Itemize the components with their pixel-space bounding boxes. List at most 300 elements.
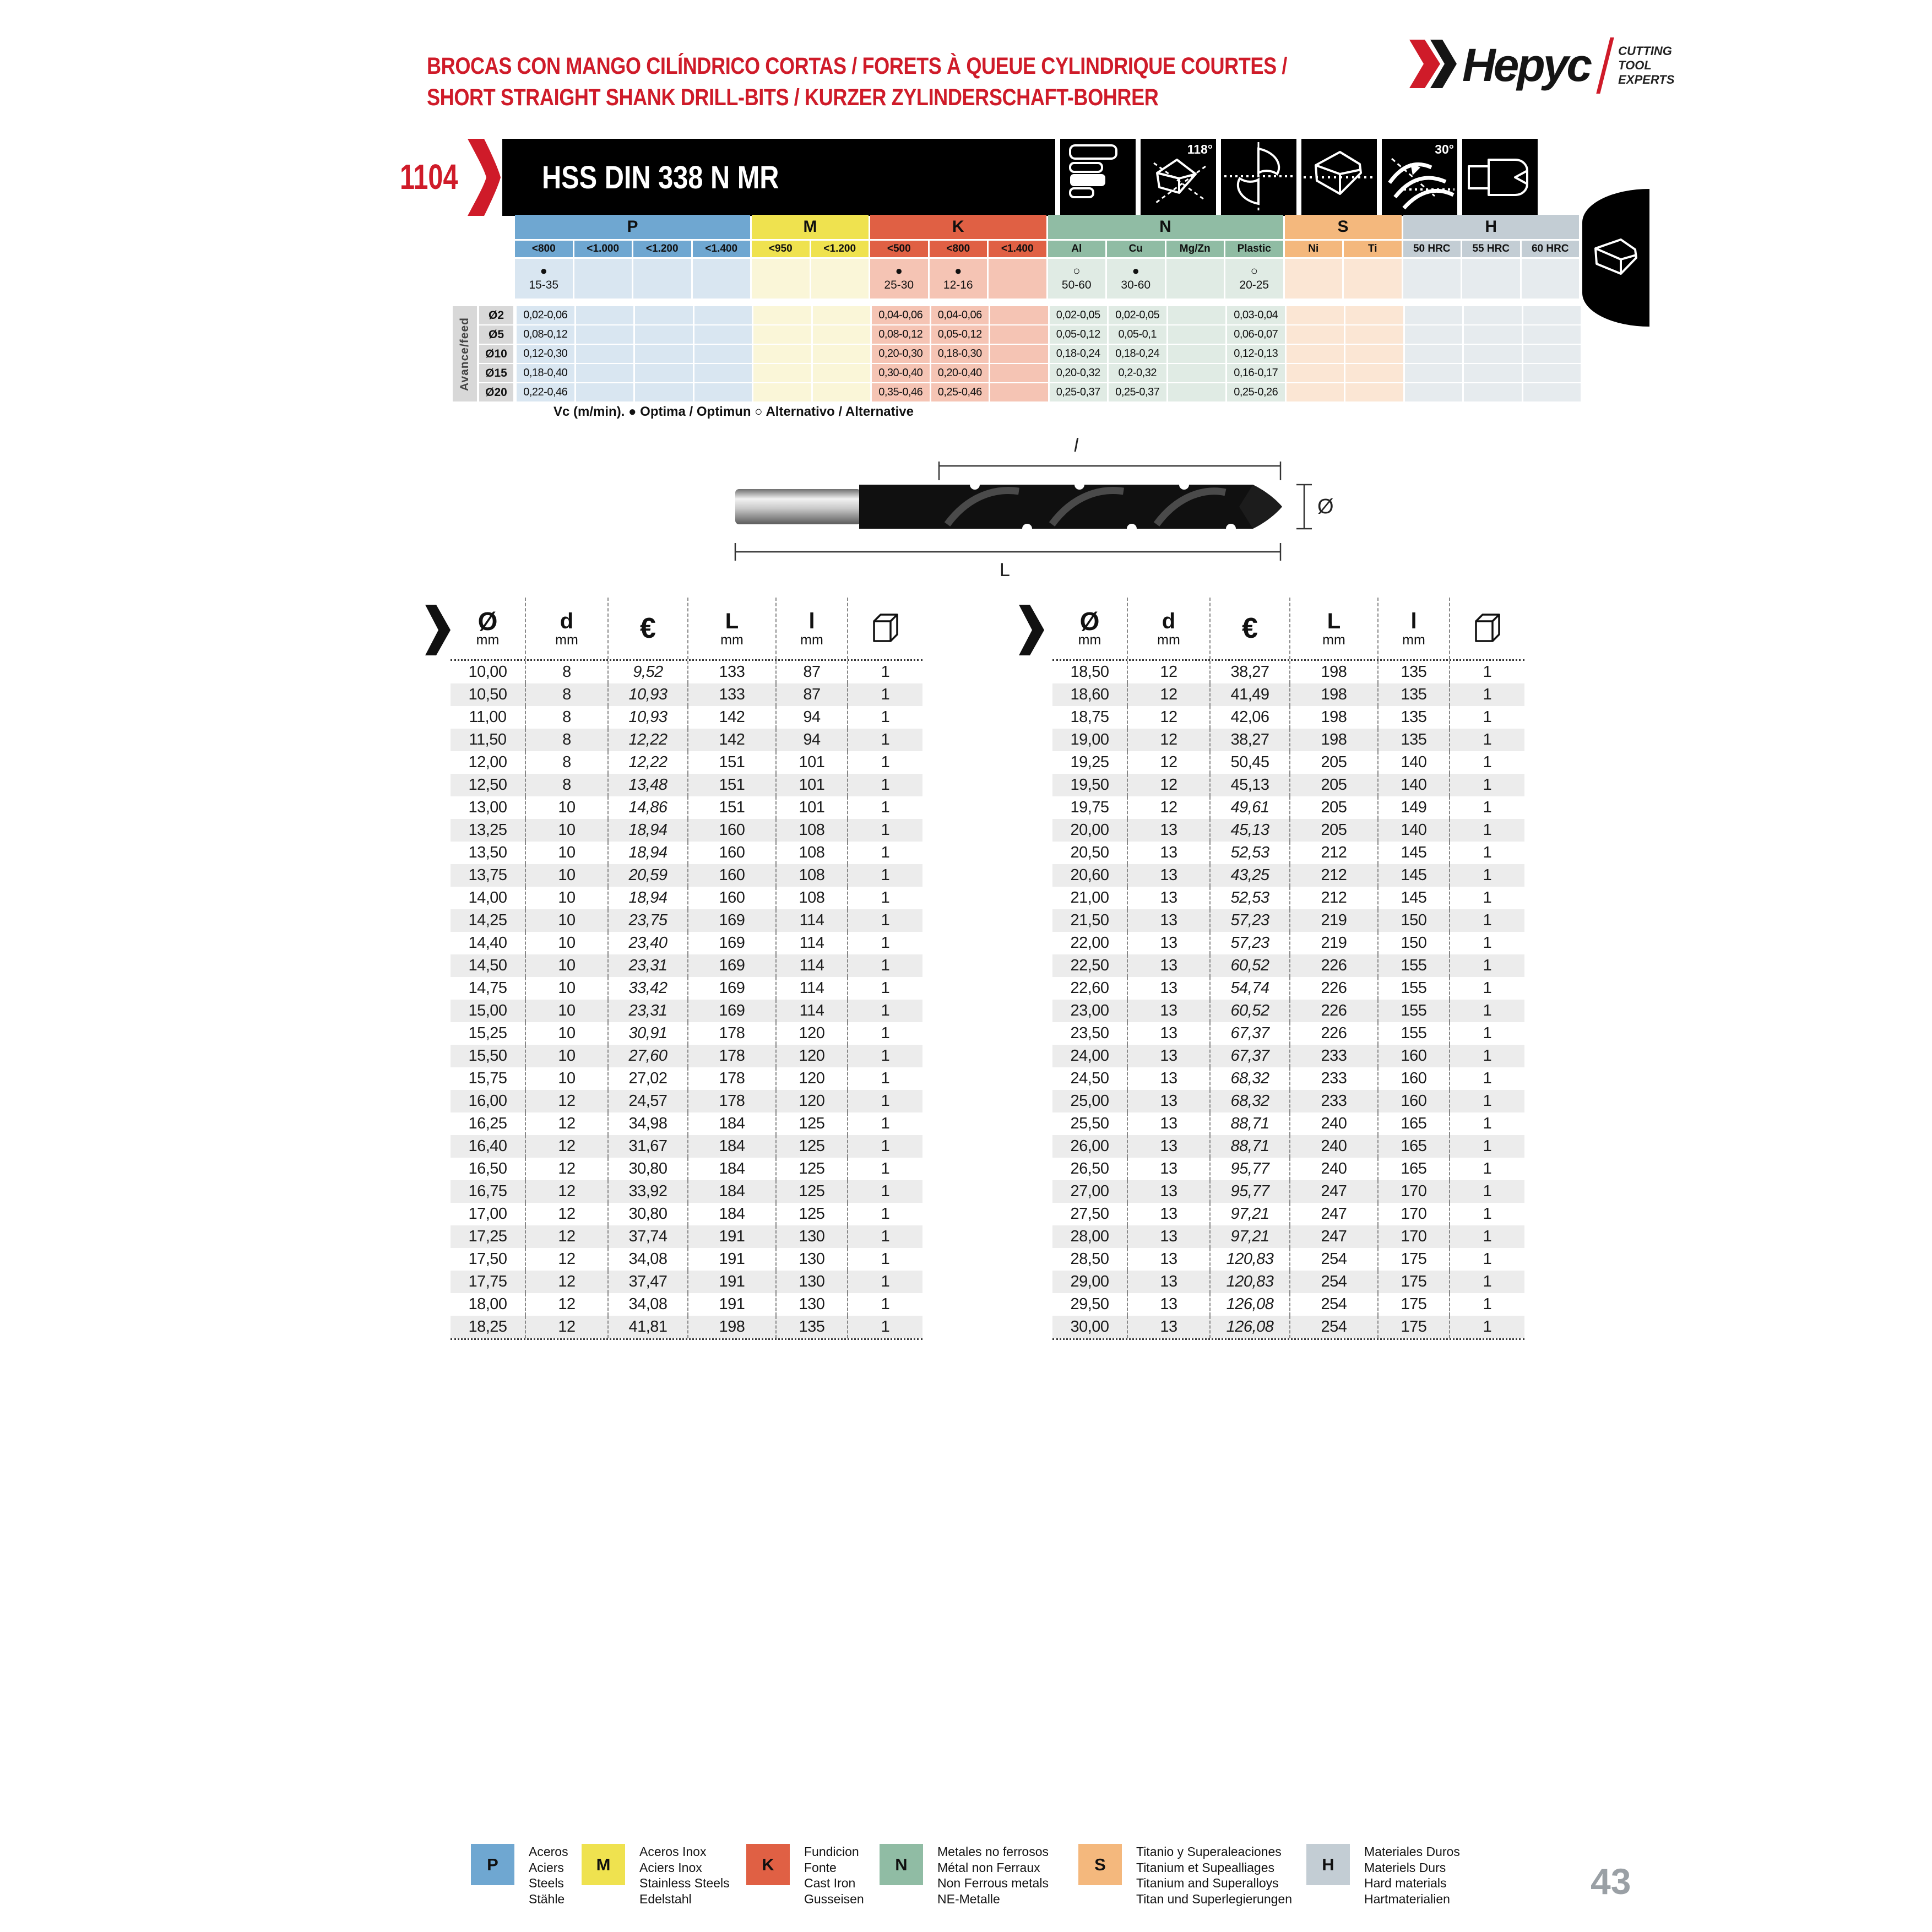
shank-d-value: 10: [526, 1045, 609, 1067]
table-row: [1052, 1180, 1524, 1203]
shank-d-value: 10: [526, 864, 609, 887]
price-value: 126,08: [1211, 1316, 1290, 1338]
shank-d-value: 13: [1128, 1045, 1211, 1067]
length-L-value: 233: [1290, 1067, 1379, 1090]
table-row: [1052, 683, 1524, 706]
pack-qty: 1: [881, 821, 890, 839]
feed-cell: 0,25-0,26: [1227, 383, 1285, 401]
pack-qty: 1: [1483, 776, 1492, 794]
length-l-value: 155: [1379, 977, 1450, 1000]
price-value: 23,75: [609, 909, 688, 932]
legend-swatch: H: [1306, 1844, 1350, 1885]
length-L-value: 169: [688, 954, 777, 977]
diameter-value: 19,00: [1052, 729, 1128, 751]
pack-qty: 1: [1483, 799, 1492, 816]
length-L-value: 212: [1290, 842, 1379, 864]
price-value: 67,37: [1211, 1045, 1290, 1067]
pack-qty: 1: [1483, 821, 1492, 839]
length-l-value: 165: [1379, 1112, 1450, 1135]
price-value: 50,45: [1211, 751, 1290, 774]
diameter-value: 14,25: [451, 909, 526, 932]
product-bar: [502, 139, 1538, 216]
pack-qty: 1: [1483, 889, 1492, 907]
table-row: [1052, 751, 1524, 774]
table-row: [451, 1293, 922, 1316]
pack-qty: 1: [881, 979, 890, 997]
feed-cell: [813, 364, 871, 382]
subcol-label: <800: [515, 241, 573, 257]
feed-cell: [635, 306, 693, 324]
price-value: 120,83: [1211, 1248, 1290, 1271]
shank-d-value: 8: [526, 774, 609, 796]
shank-d-value: 12: [526, 1180, 609, 1203]
vc-cell: [1166, 259, 1224, 299]
length-l-value: 135: [1379, 683, 1450, 706]
diameter-value: 16,25: [451, 1112, 526, 1135]
table-row: [1052, 1135, 1524, 1158]
length-L-value: 178: [688, 1067, 777, 1090]
table-row: [451, 796, 922, 819]
shank-d-value: 13: [1128, 1225, 1211, 1248]
length-L-value: 142: [688, 706, 777, 729]
feed-cell: 0,02-0,05: [1050, 306, 1108, 324]
feed-cell: [1287, 325, 1344, 344]
length-l-value: 114: [777, 1000, 848, 1022]
shank-d-value: 12: [1128, 751, 1211, 774]
column-header: l mm: [1379, 598, 1450, 659]
table-row: [1052, 842, 1524, 864]
length-l-value: 160: [1379, 1090, 1450, 1112]
price-value: 27,60: [609, 1045, 688, 1067]
feed-cell: 0,20-0,32: [1050, 364, 1108, 382]
brand-name: Hepyc: [1462, 39, 1591, 91]
price-value: 52,53: [1211, 842, 1290, 864]
legend-item-M: [582, 1844, 730, 1907]
table-row: [1052, 954, 1524, 977]
feed-cell: [1287, 383, 1344, 401]
table-row: [451, 842, 922, 864]
vc-cell: [1403, 259, 1461, 299]
shank-icon: [1462, 139, 1538, 216]
subcol-label: Ni: [1285, 241, 1343, 257]
table-row: [1052, 1293, 1524, 1316]
price-value: 41,81: [609, 1316, 688, 1338]
shank-d-value: 10: [526, 887, 609, 909]
diameter-value: 14,40: [451, 932, 526, 954]
pack-qty: 1: [881, 1002, 890, 1019]
price-value: 14,86: [609, 796, 688, 819]
subcol-label: 60 HRC: [1522, 241, 1580, 257]
pack-qty: 1: [1483, 1318, 1492, 1336]
pack-qty: 1: [1483, 1024, 1492, 1042]
price-value: 57,23: [1211, 932, 1290, 954]
feed-cell: 0,18-0,24: [1050, 345, 1108, 363]
length-L-value: 233: [1290, 1045, 1379, 1067]
length-L-value: 226: [1290, 954, 1379, 977]
length-L-value: 151: [688, 774, 777, 796]
table-row: [451, 932, 922, 954]
diameter-value: 26,50: [1052, 1158, 1128, 1180]
pack-qty: 1: [881, 1047, 890, 1065]
legend-text: Fundicion Fonte Cast Iron Gusseisen: [804, 1844, 864, 1906]
shank-d-value: 10: [526, 954, 609, 977]
length-l-value: 145: [1379, 887, 1450, 909]
length-L-value: 198: [1290, 706, 1379, 729]
shank-d-value: 8: [526, 751, 609, 774]
feed-cell: 0,05-0,1: [1109, 325, 1166, 344]
length-l-value: 130: [777, 1293, 848, 1316]
feed-cell: [813, 345, 871, 363]
price-table-left: [451, 598, 922, 1340]
stacked-bars-icon: [1060, 139, 1136, 216]
price-value: 97,21: [1211, 1225, 1290, 1248]
shank-d-value: 12: [526, 1248, 609, 1271]
pack-qty: 1: [881, 1092, 890, 1110]
shank-d-value: 10: [526, 977, 609, 1000]
page-number: 43: [1591, 1861, 1631, 1902]
feed-cell: [576, 383, 634, 401]
shank-d-value: 12: [526, 1158, 609, 1180]
length-l-value: 155: [1379, 1000, 1450, 1022]
pack-qty: 1: [881, 1273, 890, 1290]
table-row: [451, 1158, 922, 1180]
length-L-value: 198: [1290, 729, 1379, 751]
subcol-label: Al: [1048, 241, 1106, 257]
price-value: 30,80: [609, 1158, 688, 1180]
shank-d-value: 13: [1128, 842, 1211, 864]
table-row: [1052, 1112, 1524, 1135]
drill-diagram: [710, 430, 1349, 587]
length-l-value: 170: [1379, 1203, 1450, 1225]
price-value: 68,32: [1211, 1067, 1290, 1090]
length-L-value: 133: [688, 683, 777, 706]
column-header: Ø mm: [451, 598, 526, 659]
length-l-value: 135: [1379, 706, 1450, 729]
feed-cell: [990, 306, 1048, 324]
red-flag-icon: [465, 139, 502, 219]
table-row: [1052, 661, 1524, 683]
diameter-value: 10,00: [451, 661, 526, 683]
page-title-line1: BROCAS CON MANGO CILÍNDRICO CORTAS / FORETS À QUEUE CYLINDRIQUE COURTES /: [427, 53, 1288, 79]
feed-cell: [813, 306, 871, 324]
subcol-label: Ti: [1344, 241, 1402, 257]
diameter-value: 11,50: [451, 729, 526, 751]
shank-d-value: 13: [1128, 1158, 1211, 1180]
pack-qty: 1: [1483, 1002, 1492, 1019]
length-l-value: 120: [777, 1022, 848, 1045]
shank-d-value: 13: [1128, 819, 1211, 842]
length-l-value: 170: [1379, 1225, 1450, 1248]
table-row: [451, 864, 922, 887]
feed-row: [479, 345, 1582, 363]
feed-cell: 0,20-0,30: [872, 345, 930, 363]
table-row: [1052, 1271, 1524, 1293]
material-group-H: H: [1403, 215, 1580, 239]
diameter-value: 12,00: [451, 751, 526, 774]
legend-swatch: N: [880, 1844, 923, 1885]
pack-qty: 1: [881, 957, 890, 974]
subcol-label: 55 HRC: [1462, 241, 1520, 257]
diameter-value: 24,00: [1052, 1045, 1128, 1067]
price-value: 34,08: [609, 1293, 688, 1316]
diameter-value: 25,50: [1052, 1112, 1128, 1135]
length-L-value: 169: [688, 909, 777, 932]
length-l-value: 145: [1379, 842, 1450, 864]
diameter-value: 17,00: [451, 1203, 526, 1225]
vc-cell: [693, 259, 751, 299]
shank-d-value: 13: [1128, 1293, 1211, 1316]
length-L-value: 247: [1290, 1180, 1379, 1203]
length-l-value: 108: [777, 842, 848, 864]
feed-cell: [1405, 325, 1463, 344]
length-l-value: 140: [1379, 774, 1450, 796]
column-header: Ø mm: [1052, 598, 1128, 659]
pack-qty: 1: [1483, 1205, 1492, 1223]
feed-cell: [1287, 306, 1344, 324]
feed-cell: [1345, 345, 1403, 363]
length-l-value: 135: [1379, 729, 1450, 751]
diameter-value: 13,25: [451, 819, 526, 842]
price-value: 23,31: [609, 954, 688, 977]
feed-cell: [1405, 364, 1463, 382]
table-row: [451, 706, 922, 729]
price-value: 12,22: [609, 729, 688, 751]
shank-d-value: 13: [1128, 887, 1211, 909]
feed-cell: [694, 383, 752, 401]
diameter-value: 26,00: [1052, 1135, 1128, 1158]
price-value: 18,94: [609, 887, 688, 909]
length-l-value: 108: [777, 819, 848, 842]
length-L-value: 178: [688, 1022, 777, 1045]
feed-cell: 0,35-0,46: [872, 383, 930, 401]
length-L-value: 169: [688, 977, 777, 1000]
price-value: 67,37: [1211, 1022, 1290, 1045]
feed-row-label: Ø15: [479, 364, 513, 382]
logo-slash: [1596, 37, 1614, 94]
pack-qty: 1: [881, 1205, 890, 1223]
vc-cell: [1107, 259, 1165, 299]
feed-cell: [694, 325, 752, 344]
price-value: 97,21: [1211, 1203, 1290, 1225]
shank-d-value: 13: [1128, 1248, 1211, 1271]
feed-cell: [1405, 345, 1463, 363]
feed-cell: 0,02-0,05: [1109, 306, 1166, 324]
vc-value: 25-30: [884, 279, 914, 291]
legend-text: Titanio y Superaleaciones Titanium et Supealliages Titanium and Superalloys Titan und Superlegierungen: [1136, 1844, 1293, 1906]
diameter-value: 17,75: [451, 1271, 526, 1293]
length-L-value: 240: [1290, 1112, 1379, 1135]
feed-cell: [1523, 383, 1581, 401]
vc-cell: [1285, 259, 1343, 299]
length-l-value: 125: [777, 1135, 848, 1158]
pack-qty: 1: [1483, 1295, 1492, 1313]
pack-qty: 1: [1483, 934, 1492, 952]
shank-d-value: 13: [1128, 954, 1211, 977]
legend-text: Materiales Duros Materiels Durs Hard materials Hartmaterialien: [1364, 1844, 1460, 1906]
shank-d-value: 13: [1128, 1022, 1211, 1045]
shank-d-value: 10: [526, 909, 609, 932]
pack-qty: 1: [881, 1228, 890, 1245]
table-row: [1052, 1203, 1524, 1225]
shank-d-value: 12: [526, 1135, 609, 1158]
shank-d-value: 10: [526, 842, 609, 864]
shank-d-value: 13: [1128, 1203, 1211, 1225]
box-icon: [1472, 612, 1504, 644]
materials-footnote: Vc (m/min). ● Optima / Optimun ○ Alternativo / Alternative: [553, 404, 914, 419]
price-value: 41,49: [1211, 683, 1290, 706]
shank-d-value: 12: [1128, 706, 1211, 729]
table-row: [1052, 1158, 1524, 1180]
vc-cell: [1225, 259, 1283, 299]
length-l-value: 120: [777, 1045, 848, 1067]
pack-qty: 1: [1483, 731, 1492, 748]
optimal-marker-icon: ●: [954, 264, 962, 278]
shank-d-value: 8: [526, 729, 609, 751]
material-group-P: P: [515, 215, 750, 239]
length-L-value: 184: [688, 1135, 777, 1158]
column-header: L mm: [1290, 598, 1379, 659]
pack-qty: 1: [881, 889, 890, 907]
optimal-marker-icon: ●: [1132, 264, 1139, 278]
pack-qty: 1: [881, 753, 890, 771]
alternative-marker-icon: ○: [1250, 264, 1258, 278]
feed-cell: [1405, 306, 1463, 324]
diameter-value: 18,00: [451, 1293, 526, 1316]
dim-l-label: l: [1074, 435, 1078, 456]
vc-cell: [574, 259, 632, 299]
shank-d-value: 13: [1128, 1180, 1211, 1203]
length-L-value: 151: [688, 796, 777, 819]
table-row: [451, 1135, 922, 1158]
price-value: 24,57: [609, 1090, 688, 1112]
table-row: [1052, 819, 1524, 842]
vc-cell: [1344, 259, 1402, 299]
length-l-value: 114: [777, 932, 848, 954]
diameter-value: 18,25: [451, 1316, 526, 1338]
point-angle-icon: [1141, 139, 1216, 216]
shank-d-value: 12: [1128, 661, 1211, 683]
length-L-value: 212: [1290, 887, 1379, 909]
length-L-value: 184: [688, 1203, 777, 1225]
diameter-value: 24,50: [1052, 1067, 1128, 1090]
table-row: [451, 977, 922, 1000]
subcol-label: Mg/Zn: [1166, 241, 1224, 257]
table-row: [1052, 864, 1524, 887]
diameter-value: 25,00: [1052, 1090, 1128, 1112]
feed-cell: [1168, 325, 1226, 344]
pack-qty: 1: [1483, 686, 1492, 703]
pack-qty: 1: [881, 663, 890, 681]
pack-qty: 1: [881, 911, 890, 929]
price-value: 37,47: [609, 1271, 688, 1293]
table-row: [1052, 706, 1524, 729]
price-value: 88,71: [1211, 1112, 1290, 1135]
product-code: 1104: [400, 157, 458, 197]
diameter-value: 23,50: [1052, 1022, 1128, 1045]
length-L-value: 247: [1290, 1203, 1379, 1225]
pack-qty: 1: [1483, 1273, 1492, 1290]
feed-cell: [1168, 306, 1226, 324]
length-l-value: 125: [777, 1158, 848, 1180]
table-row: [451, 1203, 922, 1225]
table-row: [451, 909, 922, 932]
length-l-value: 150: [1379, 932, 1450, 954]
length-L-value: 247: [1290, 1225, 1379, 1248]
price-table-body: [1052, 659, 1524, 1340]
table-row: [451, 887, 922, 909]
feed-cell: [990, 345, 1048, 363]
price-table-right: [1052, 598, 1524, 1340]
length-l-value: 108: [777, 887, 848, 909]
feed-cell: 0,02-0,06: [517, 306, 574, 324]
feed-cell: 0,20-0,40: [931, 364, 989, 382]
table-row: [451, 1180, 922, 1203]
price-value: 120,83: [1211, 1271, 1290, 1293]
feed-cell: [576, 345, 634, 363]
feed-cell: [1168, 345, 1226, 363]
diameter-value: 13,50: [451, 842, 526, 864]
table-row: [451, 1090, 922, 1112]
length-L-value: 205: [1290, 774, 1379, 796]
length-l-value: 130: [777, 1248, 848, 1271]
length-L-value: 219: [1290, 909, 1379, 932]
diameter-value: 23,00: [1052, 1000, 1128, 1022]
feed-cell: 0,2-0,32: [1109, 364, 1166, 382]
diameter-value: 12,50: [451, 774, 526, 796]
feed-cell: 0,08-0,12: [872, 325, 930, 344]
vc-value: 30-60: [1121, 279, 1151, 291]
price-value: 12,22: [609, 751, 688, 774]
diameter-value: 28,50: [1052, 1248, 1128, 1271]
feed-cell: [1464, 364, 1522, 382]
shank-d-value: 8: [526, 706, 609, 729]
feed-cell: 0,12-0,13: [1227, 345, 1285, 363]
shank-d-value: 12: [1128, 729, 1211, 751]
column-header: l mm: [777, 598, 848, 659]
vc-cell: [1048, 259, 1106, 299]
length-L-value: 178: [688, 1045, 777, 1067]
flute-section-icon: [1221, 139, 1296, 216]
length-L-value: 254: [1290, 1271, 1379, 1293]
shank-d-value: 13: [1128, 1000, 1211, 1022]
feed-cell: [990, 364, 1048, 382]
shank-d-value: 8: [526, 683, 609, 706]
table-row: [451, 1067, 922, 1090]
length-l-value: 130: [777, 1271, 848, 1293]
shank-d-value: 12: [526, 1316, 609, 1338]
price-value: 37,74: [609, 1225, 688, 1248]
edge-tab: [1582, 189, 1649, 327]
diameter-value: 15,25: [451, 1022, 526, 1045]
table-row: [451, 954, 922, 977]
feed-cell: [1464, 383, 1522, 401]
length-L-value: 184: [688, 1158, 777, 1180]
table-row: [1052, 887, 1524, 909]
length-L-value: 219: [1290, 932, 1379, 954]
table-row: [451, 1316, 922, 1338]
feed-cell: 0,25-0,46: [931, 383, 989, 401]
optimal-marker-icon: ●: [895, 264, 903, 278]
feed-cell: [990, 383, 1048, 401]
pack-qty: 1: [1483, 1115, 1492, 1132]
length-L-value: 178: [688, 1090, 777, 1112]
price-value: 38,27: [1211, 729, 1290, 751]
left-table-chevron-icon: [425, 605, 451, 658]
diameter-value: 13,00: [451, 796, 526, 819]
length-l-value: 170: [1379, 1180, 1450, 1203]
diameter-value: 16,75: [451, 1180, 526, 1203]
material-group-header-row: [515, 215, 1582, 239]
